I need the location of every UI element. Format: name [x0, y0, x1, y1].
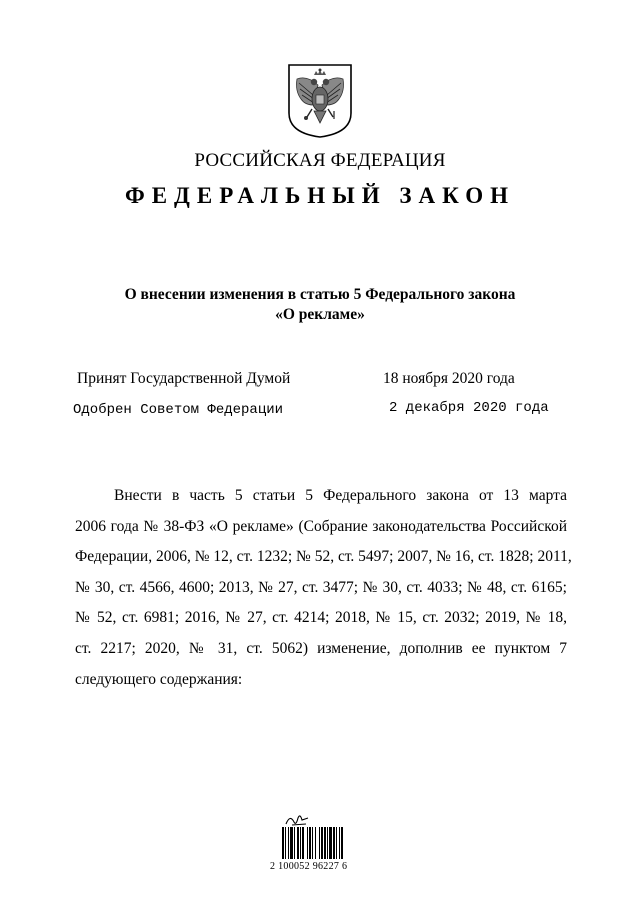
barcode-bar — [333, 827, 335, 859]
signature-icon — [284, 812, 312, 828]
barcode-bar — [341, 827, 343, 859]
barcode-bar — [307, 827, 308, 859]
barcode-bar — [282, 827, 284, 859]
barcode-bar — [300, 827, 301, 859]
law-title-line: О внесении изменения в статью 5 Федерального закона — [124, 286, 516, 303]
coat-of-arms-icon — [287, 63, 353, 139]
body-line: № 30, ст. 4566, 4600; 2013, № 27, ст. 3477; № 30, ст. 4033; № 48, ст. 6165; — [75, 578, 567, 596]
barcode-bar — [336, 827, 337, 859]
barcode-bar — [312, 827, 313, 859]
barcode-bar — [297, 827, 299, 859]
barcode-bar — [315, 827, 316, 859]
duma-adoption-date: 18 ноября 2020 года — [383, 370, 515, 387]
barcode-bar — [288, 827, 289, 859]
law-title-line: «О рекламе» — [275, 306, 365, 323]
barcode-icon — [282, 827, 362, 859]
barcode-bar — [285, 827, 286, 859]
barcode-bar — [294, 827, 295, 859]
council-approval-date: 2 декабря 2020 года — [389, 400, 549, 416]
barcode-number: 2 100052 96227 6 — [270, 861, 348, 872]
barcode-bar — [327, 827, 328, 859]
law-title — [90, 285, 550, 325]
duma-adoption-label: Принят Государственной Думой — [77, 370, 291, 387]
barcode-bar — [302, 827, 304, 859]
council-approval-label: Одобрен Советом Федерации — [73, 402, 284, 418]
country-heading: РОССИЙСКАЯ ФЕДЕРАЦИЯ — [194, 150, 446, 171]
body-line: Внести в часть 5 статьи 5 Федерального закона от 13 марта — [114, 487, 567, 504]
barcode-bar — [329, 827, 332, 859]
body-line: следующего содержания: — [75, 670, 243, 688]
barcode-bar — [339, 827, 340, 859]
body-line: ст. 2217; 2020, № 31, ст. 5062) изменение, дополнив ее пунктом 7 — [75, 639, 567, 657]
law-type-heading: ФЕДЕРАЛЬНЫЙ ЗАКОН — [124, 183, 516, 208]
barcode-bar — [309, 827, 311, 859]
barcode-bar — [319, 827, 320, 859]
body-line: 2006 года № 38-ФЗ «О рекламе» (Собрание законодательства Российской — [75, 517, 567, 535]
barcode-bar — [290, 827, 293, 859]
body-line: № 52, ст. 6981; 2016, № 27, ст. 4214; 2018, № 15, ст. 2032; 2019, № 18, — [75, 609, 567, 627]
law-body — [75, 481, 572, 695]
body-line: Федерации, 2006, № 12, ст. 1232; № 52, ст. 5497; 2007, № 16, ст. 1828; 2011, — [75, 548, 572, 566]
barcode-bar — [321, 827, 323, 859]
barcode-bar — [324, 827, 326, 859]
